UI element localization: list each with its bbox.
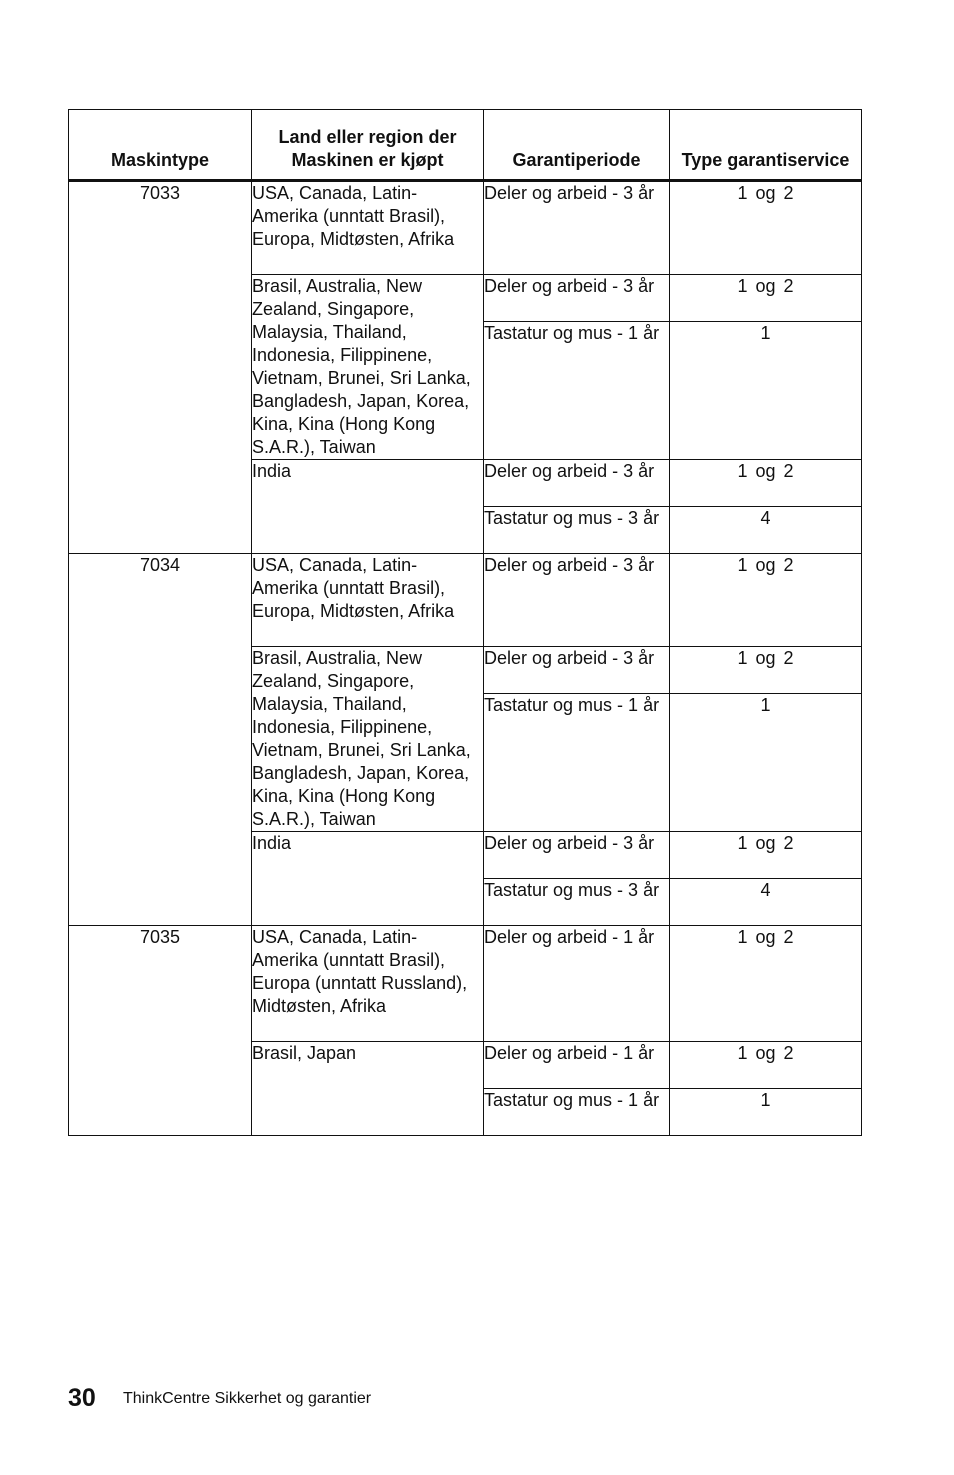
header-country-region: Land eller region der Maskinen er kjøpt [252,110,484,181]
service-type-cell: 1 og 2 [670,460,862,507]
region-cell: India [252,832,484,926]
warranty-period-cell: Deler og arbeid - 3 år [484,647,670,694]
machine-type-cell: 7033 [69,181,252,554]
region-cell: USA, Canada, Latin-Amerika (unntatt Brasil), Europa (unntatt Russland), Midtøsten, Afrika [252,926,484,1042]
table-header-row [69,110,862,181]
service-type-cell: 1 og 2 [670,275,862,322]
service-type-cell: 4 [670,507,862,554]
service-type-cell: 1 og 2 [670,832,862,879]
warranty-period-cell: Deler og arbeid - 3 år [484,181,670,275]
table-row [69,926,862,1042]
header-service-type: Type garantiservice [670,110,862,181]
region-cell: Brasil, Australia, New Zealand, Singapore, Malaysia, Thailand, Indonesia, Filippinene, Vietnam, Brunei, Sri Lanka, Bangladesh, Japan, Korea, Kina, Kina (Hong Kong S.A.R.), Taiwan [252,275,484,460]
region-cell: Brasil, Australia, New Zealand, Singapore, Malaysia, Thailand, Indonesia, Filippinene, Vietnam, Brunei, Sri Lanka, Bangladesh, Japan, Korea, Kina, Kina (Hong Kong S.A.R.), Taiwan [252,647,484,832]
region-cell: USA, Canada, Latin-Amerika (unntatt Brasil), Europa, Midtøsten, Afrika [252,554,484,647]
service-type-cell: 1 [670,322,862,460]
service-type-cell: 1 og 2 [670,181,862,275]
warranty-period-cell: Deler og arbeid - 1 år [484,926,670,1042]
table-row [69,181,862,275]
region-cell: USA, Canada, Latin-Amerika (unntatt Brasil), Europa, Midtøsten, Afrika [252,181,484,275]
warranty-period-cell: Tastatur og mus - 3 år [484,507,670,554]
service-type-cell: 1 og 2 [670,647,862,694]
warranty-period-cell: Deler og arbeid - 1 år [484,1042,670,1089]
region-cell: Brasil, Japan [252,1042,484,1136]
header-warranty-period: Garantiperiode [484,110,670,181]
warranty-period-cell: Deler og arbeid - 3 år [484,554,670,647]
warranty-period-cell: Deler og arbeid - 3 år [484,275,670,322]
service-type-cell: 1 og 2 [670,926,862,1042]
warranty-table [68,109,862,1136]
warranty-period-cell: Tastatur og mus - 1 år [484,1089,670,1136]
warranty-period-cell: Tastatur og mus - 1 år [484,322,670,460]
warranty-period-cell: Tastatur og mus - 3 år [484,879,670,926]
service-type-cell: 1 og 2 [670,1042,862,1089]
warranty-period-cell: Deler og arbeid - 3 år [484,832,670,879]
machine-type-cell: 7034 [69,554,252,926]
service-type-cell: 4 [670,879,862,926]
warranty-period-cell: Tastatur og mus - 1 år [484,694,670,832]
document-title: ThinkCentre Sikkerhet og garantier [123,1390,372,1407]
service-type-cell: 1 og 2 [670,554,862,647]
machine-type-cell: 7035 [69,926,252,1136]
service-type-cell: 1 [670,694,862,832]
warranty-period-cell: Deler og arbeid - 3 år [484,460,670,507]
service-type-cell: 1 [670,1089,862,1136]
region-cell: India [252,460,484,554]
header-machine-type: Maskintype [69,110,252,181]
page-number: 30 [68,1384,96,1412]
table-row [69,554,862,647]
